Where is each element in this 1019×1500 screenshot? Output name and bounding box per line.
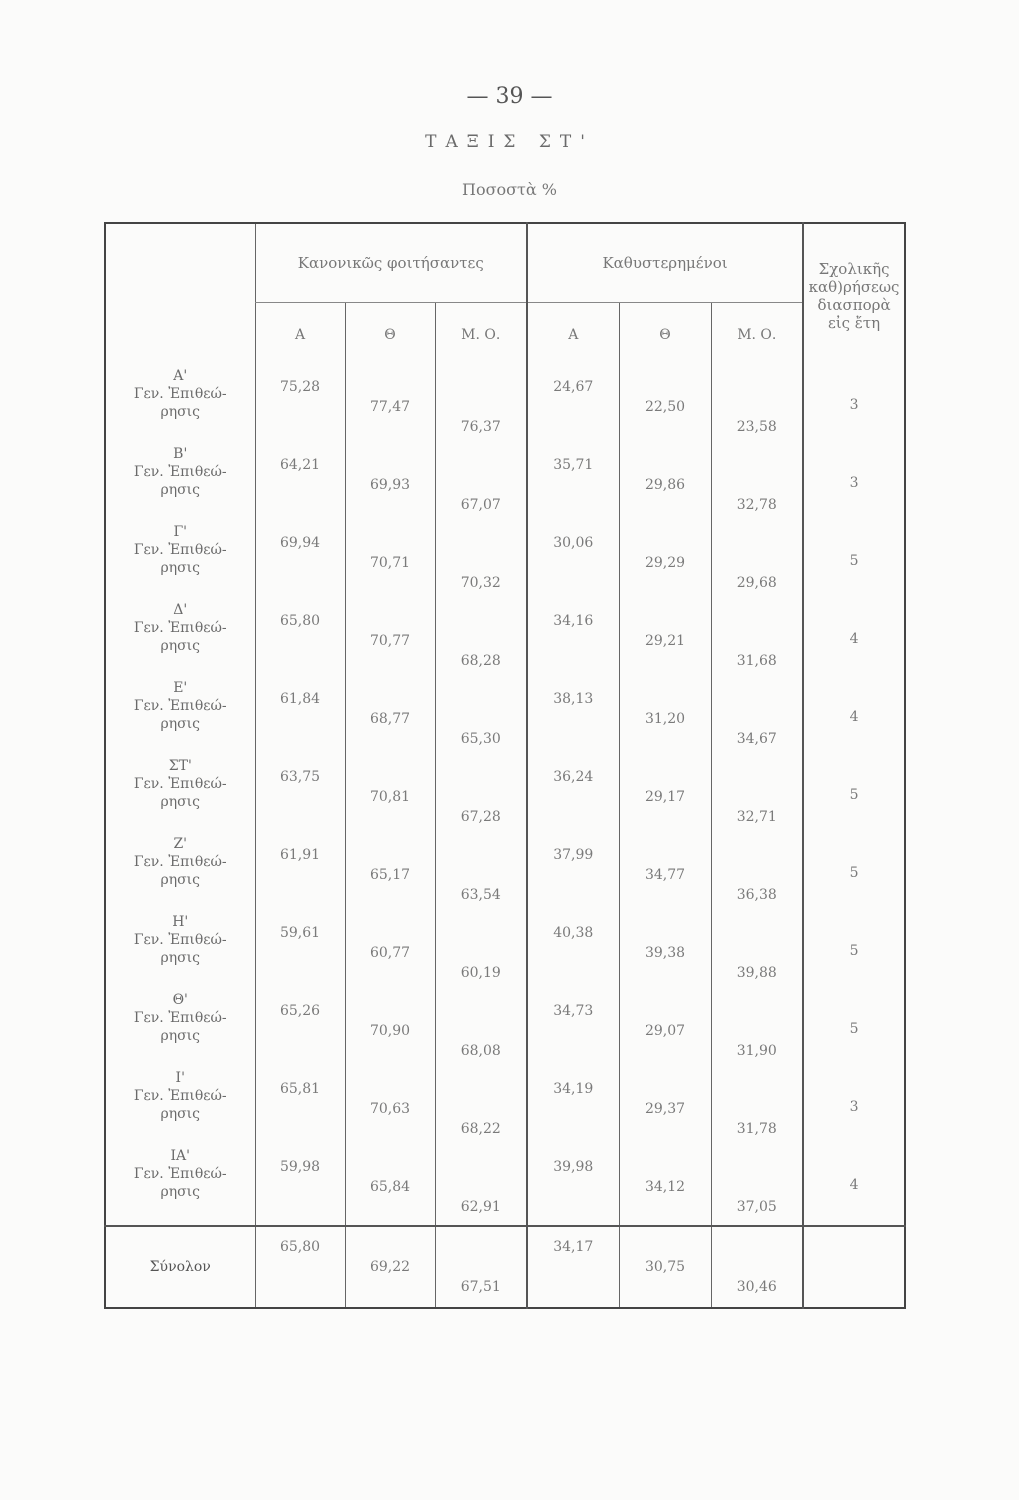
del-A-value: 24,67	[553, 379, 594, 395]
row-label	[105, 991, 255, 1069]
header-delayed-group: Καθυστερημένοι	[527, 223, 803, 303]
del-Th-value: 29,86	[644, 477, 686, 493]
reg-A-value: 65,80	[279, 613, 321, 629]
header-reg-Th: Θ	[345, 303, 435, 368]
reg-Th-value: 70,81	[369, 789, 411, 805]
reg-Th-value: 68,77	[369, 711, 411, 727]
row-class-label: Ζ'	[173, 836, 188, 852]
total-reg-A-value: 65,80	[279, 1239, 321, 1255]
reg-Th-value: 70,63	[369, 1101, 411, 1117]
del-A-value: 38,13	[553, 691, 594, 707]
header-spread-line1: Σχολικῆς	[818, 259, 890, 278]
header-regular-group: Κανονικῶς φοιτήσαντες	[255, 223, 527, 303]
del-A-value: 36,24	[553, 769, 594, 785]
del-A-value: 40,38	[553, 925, 594, 941]
reg-MO-value: 68,22	[460, 1121, 501, 1137]
del-MO-value: 32,71	[736, 809, 777, 825]
row-label-line2: Γεν. Ἐπιθεώ-	[133, 854, 227, 870]
statistics-table	[104, 222, 906, 1309]
del-Th-value: 34,12	[644, 1179, 686, 1195]
spread-value: 3	[849, 475, 859, 491]
row-label-line2: Γεν. Ἐπιθεώ-	[133, 542, 227, 558]
header-reg-A: Α	[255, 303, 345, 368]
del-MO-value: 37,05	[736, 1199, 777, 1215]
reg-Th-value: 69,93	[369, 477, 411, 493]
header-spread-line2: καθ)ρήσεως	[808, 277, 900, 296]
row-label	[105, 913, 255, 991]
table-row	[105, 991, 905, 1069]
del-MO-value: 36,38	[736, 887, 777, 903]
total-label-cell	[105, 1226, 255, 1308]
reg-A-value: 65,81	[279, 1081, 321, 1097]
reg-Th-value: 70,90	[369, 1023, 411, 1039]
del-A-value: 37,99	[553, 847, 594, 863]
row-class-label: ΙΑ'	[170, 1148, 190, 1164]
table-row	[105, 1147, 905, 1226]
spread-value: 5	[849, 553, 859, 569]
spread-value: 5	[849, 943, 859, 959]
row-label-line2: Γεν. Ἐπιθεώ-	[133, 932, 227, 948]
row-class-label: Α'	[173, 368, 188, 384]
del-MO-value: 32,78	[736, 497, 777, 513]
total-del-MO-value: 30,46	[736, 1279, 777, 1295]
header-del-A: Α	[527, 303, 619, 368]
row-label-line3: ρησις	[160, 794, 200, 810]
row-class-label: Θ'	[172, 992, 188, 1008]
reg-A-value: 63,75	[279, 769, 321, 785]
row-label-line3: ρησις	[160, 1028, 200, 1044]
header-del-Th: Θ	[619, 303, 711, 368]
del-Th-value: 22,50	[644, 399, 686, 415]
reg-MO-value: 67,28	[460, 809, 501, 825]
row-label-line2: Γεν. Ἐπιθεώ-	[133, 1166, 227, 1182]
row-label-line2: Γεν. Ἐπιθεώ-	[133, 698, 227, 714]
row-label-line2: Γεν. Ἐπιθεώ-	[133, 1088, 227, 1104]
del-Th-value: 29,37	[644, 1101, 686, 1117]
table-row	[105, 601, 905, 679]
del-A-value: 30,06	[553, 535, 594, 551]
row-label	[105, 1069, 255, 1147]
reg-A-value: 59,61	[279, 925, 321, 941]
reg-MO-value: 76,37	[460, 419, 501, 435]
row-label-line3: ρησις	[160, 482, 200, 498]
del-A-value: 35,71	[553, 457, 594, 473]
table-body	[105, 367, 905, 1308]
del-MO-value: 23,58	[736, 419, 777, 435]
row-class-label: Γ'	[173, 524, 188, 540]
spread-value: 3	[849, 1099, 859, 1115]
row-label-line2: Γεν. Ἐπιθεώ-	[133, 620, 227, 636]
reg-Th-value: 70,77	[369, 633, 411, 649]
reg-MO-value: 63,54	[460, 887, 501, 903]
row-label	[105, 835, 255, 913]
row-label-line2: Γεν. Ἐπιθεώ-	[133, 464, 227, 480]
reg-Th-value: 60,77	[369, 945, 411, 961]
reg-Th-value: 77,47	[369, 399, 411, 415]
reg-MO-value: 68,28	[460, 653, 501, 669]
table-row	[105, 523, 905, 601]
del-A-value: 34,19	[553, 1081, 594, 1097]
reg-A-value: 65,26	[279, 1003, 321, 1019]
row-label-line2: Γεν. Ἐπιθεώ-	[133, 1010, 227, 1026]
row-class-label: ΣΤ'	[168, 758, 192, 774]
total-reg-Th-value: 69,22	[369, 1259, 411, 1275]
del-MO-value: 31,78	[736, 1121, 777, 1137]
reg-MO-value: 65,30	[460, 731, 501, 747]
row-class-label: Β'	[173, 446, 188, 462]
row-label-line3: ρησις	[160, 560, 200, 576]
reg-A-value: 61,84	[279, 691, 321, 707]
row-class-label: Η'	[172, 914, 189, 930]
table-row	[105, 835, 905, 913]
row-label	[105, 523, 255, 601]
del-Th-value: 29,21	[644, 633, 686, 649]
spread-value: 4	[849, 631, 859, 647]
del-MO-value: 31,90	[736, 1043, 777, 1059]
reg-MO-value: 68,08	[460, 1043, 501, 1059]
header-blank-cell	[105, 223, 255, 367]
header-del-MO: Μ. Ο.	[711, 303, 803, 368]
header-spread	[803, 223, 905, 367]
row-label	[105, 367, 255, 445]
table-row	[105, 445, 905, 523]
total-row	[105, 1226, 905, 1308]
del-Th-value: 29,17	[644, 789, 686, 805]
row-label-line3: ρησις	[160, 950, 200, 966]
header-reg-MO: Μ. Ο.	[435, 303, 527, 368]
del-MO-value: 39,88	[736, 965, 777, 981]
table-row	[105, 913, 905, 991]
row-label-line3: ρησις	[160, 716, 200, 732]
table-row	[105, 679, 905, 757]
row-label	[105, 601, 255, 679]
row-label	[105, 757, 255, 835]
row-class-label: Ε'	[173, 680, 188, 696]
total-del-Th-value: 30,75	[644, 1259, 686, 1275]
spread-value: 4	[849, 709, 859, 725]
table-row	[105, 757, 905, 835]
row-label-line3: ρησις	[160, 872, 200, 888]
row-label	[105, 679, 255, 757]
row-label-line2: Γεν. Ἐπιθεώ-	[133, 776, 227, 792]
total-reg-MO-value: 67,51	[460, 1279, 501, 1295]
row-label	[105, 1147, 255, 1226]
row-label	[105, 445, 255, 523]
reg-A-value: 59,98	[279, 1159, 321, 1175]
table-row	[105, 1069, 905, 1147]
spread-value: 5	[849, 865, 859, 881]
reg-Th-value: 70,71	[369, 555, 411, 571]
del-Th-value: 29,07	[644, 1023, 686, 1039]
row-class-label: Ι'	[175, 1070, 185, 1086]
reg-A-value: 61,91	[279, 847, 321, 863]
spread-value: 3	[849, 397, 859, 413]
del-Th-value: 39,38	[644, 945, 686, 961]
header-spread-line3: διασπορὰ	[817, 295, 891, 314]
row-label-line3: ρησις	[160, 1106, 200, 1122]
reg-A-value: 75,28	[279, 379, 321, 395]
del-MO-value: 34,67	[736, 731, 777, 747]
del-A-value: 34,73	[553, 1003, 594, 1019]
del-A-value: 34,16	[553, 613, 594, 629]
del-Th-value: 31,20	[644, 711, 686, 727]
row-label-line3: ρησις	[160, 404, 200, 420]
del-MO-value: 31,68	[736, 653, 777, 669]
reg-MO-value: 70,32	[460, 575, 501, 591]
reg-MO-value: 60,19	[460, 965, 501, 981]
reg-MO-value: 67,07	[460, 497, 501, 513]
page-title: ΤΑΞΙΣ ΣΤ'	[425, 132, 594, 152]
del-Th-value: 34,77	[644, 867, 686, 883]
reg-A-value: 64,21	[279, 457, 321, 473]
page-subtitle: Ποσοστὰ %	[461, 180, 557, 199]
spread-value: 5	[849, 1021, 859, 1037]
del-MO-value: 29,68	[736, 575, 777, 591]
reg-A-value: 69,94	[279, 535, 321, 551]
row-class-label: Δ'	[173, 602, 188, 618]
total-label: Σύνολον	[149, 1259, 211, 1275]
spread-value: 5	[849, 787, 859, 803]
row-label-line3: ρησις	[160, 1184, 200, 1200]
table-row	[105, 367, 905, 445]
total-del-A-value: 34,17	[553, 1239, 594, 1255]
reg-MO-value: 62,91	[460, 1199, 501, 1215]
row-label-line3: ρησις	[160, 638, 200, 654]
row-label-line2: Γεν. Ἐπιθεώ-	[133, 386, 227, 402]
del-A-value: 39,98	[553, 1159, 594, 1175]
spread-value: 4	[849, 1177, 859, 1193]
reg-Th-value: 65,17	[369, 867, 411, 883]
header-spread-line4: εἰς ἔτη	[827, 313, 881, 332]
reg-Th-value: 65,84	[369, 1179, 411, 1195]
page-number: — 39 —	[466, 84, 553, 109]
del-Th-value: 29,29	[644, 555, 686, 571]
